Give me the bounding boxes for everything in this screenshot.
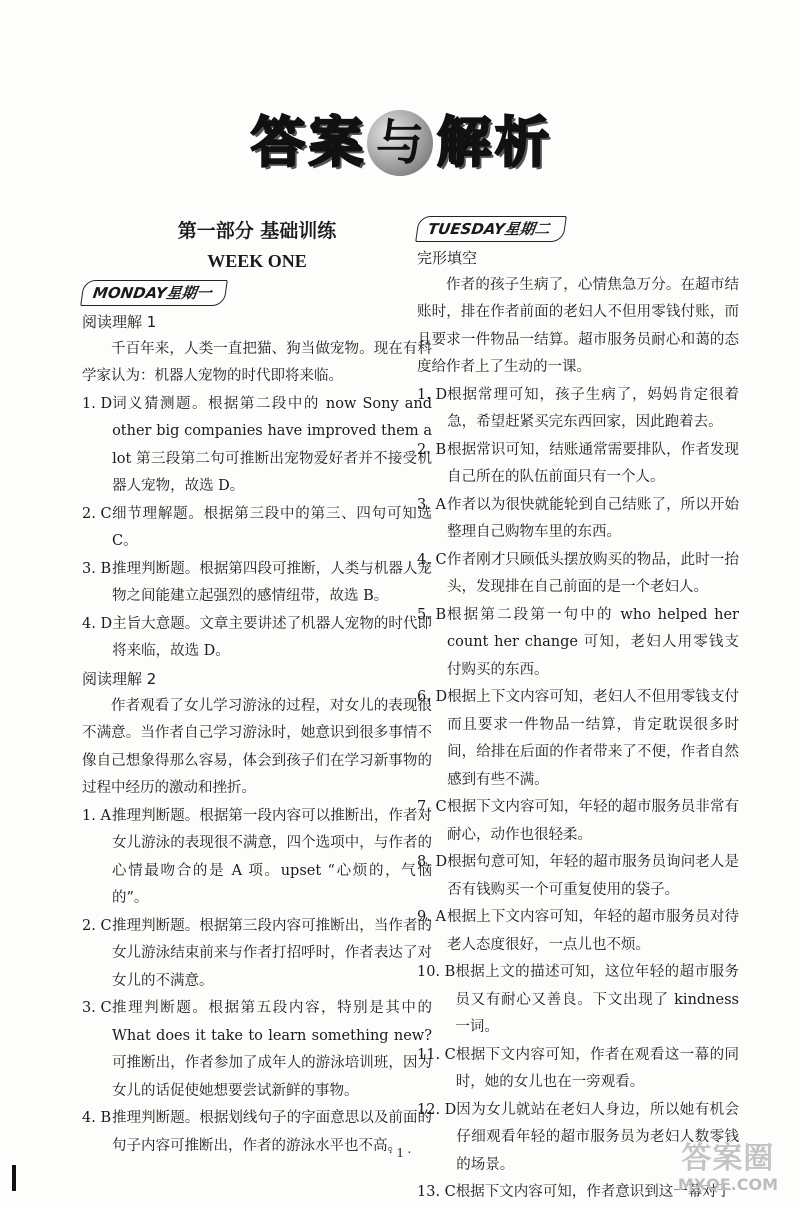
section-title: 阅读理解 2	[82, 669, 157, 688]
answer-number: 2. B	[417, 441, 447, 458]
answer-number: 11. C	[417, 1046, 456, 1063]
answer-explanation: 词义猜测题。根据第二段中的 now Sony and other big companies have improved them a lot 第三段第二句可推断出宠物爱好者并不接受机器人宠物，故选 D。	[112, 395, 432, 494]
answer-explanation: 根据下文内容可知，作者在观看这一幕的同时，她的女儿也在一旁观看。	[455, 1046, 739, 1090]
scan-mark	[12, 1165, 16, 1191]
answer-item	[82, 391, 432, 501]
answer-explanation: 根据句意可知，年轻的超市服务员询问老人是否有钱购买一个可重复使用的袋子。	[447, 854, 739, 898]
answer-number: 4. D	[82, 615, 113, 632]
answer-number: 1. D	[417, 386, 448, 403]
answer-item	[417, 849, 739, 904]
answer-number: 1. D	[82, 395, 113, 412]
answer-explanation: 根据常理可知，孩子生病了，妈妈肯定很着急，希望赶紧买完东西回家，因此跑着去。	[447, 386, 739, 430]
answer-number: 10. B	[417, 964, 456, 980]
answer-item	[417, 794, 739, 849]
answer-explanation: 作者刚才只顾低头摆放购买的物品，此时一抬头，发现排在自己前面的是一个老妇人。	[447, 551, 739, 595]
answer-explanation: 根据上下文内容可知，年轻的超市服务员对待老人态度很好，一点儿也不烦。	[447, 909, 739, 953]
section-intro: 千百年来，人类一直把猫、狗当做宠物。现在有科学家认为：机器人宠物的时代即将来临。	[82, 340, 432, 384]
site-watermark	[678, 1142, 778, 1194]
answer-item	[417, 547, 739, 602]
day-tag-tuesday: TUESDAY星期二	[415, 216, 566, 242]
section-intro: 作者观看了女儿学习游泳的过程，对女儿的表现很不满意。当作者自己学习游泳时，她意识到很多事情不像自己想象得那么容易，体会到孩子们在学习新事物的过程中经历的激动和挫折。	[82, 697, 432, 796]
answer-number: 4. C	[417, 551, 447, 568]
answer-item	[417, 382, 739, 437]
answer-item	[417, 492, 739, 547]
watermark-domain: MXQE.COM	[677, 1175, 778, 1194]
answer-explanation: 推理判断题。根据划线句子的字面意思以及前面的句子内容可推断出，作者的游泳水平也不高。	[112, 1110, 432, 1154]
answer-item	[82, 501, 432, 556]
answer-explanation: 根据常识可知，结账通常需要排队，作者发现自己所在的队伍前面只有一个人。	[447, 441, 739, 485]
answer-explanation: 推理判断题。根据第三段内容可推断出，当作者的女儿游泳结束前来与作者打招呼时，作者表达了对女儿的不满意。	[112, 917, 432, 989]
watermark-logo-text: 答案圈	[681, 1141, 775, 1176]
answer-item	[417, 437, 739, 492]
answer-explanation: 主旨大意题。文章主要讲述了机器人宠物的时代即将来临，故选 D。	[112, 615, 432, 659]
answer-explanation: 因为女儿就站在老妇人身边，所以她有机会仔细观看年轻的超市服务员为老妇人数零钱的场景。	[456, 1101, 739, 1173]
answer-explanation: 根据上下文内容可知，老妇人不但用零钱支付而且要求一件物品一结算，肯定耽误很多时间，给排在后面的作者带来了不便，作者自然感到有些不满。	[447, 689, 739, 788]
answer-number: 9. A	[417, 909, 446, 925]
answer-explanation: 根据下文内容可知，作者意识到这一幕对于	[455, 1184, 732, 1200]
answer-number: 7. C	[417, 799, 447, 815]
answer-item	[82, 913, 432, 996]
answer-item	[82, 995, 432, 1105]
answer-explanation: 根据第二段第一句中的 who helped her count her change 可知，老妇人用零钱支付购买的东西。	[447, 606, 739, 678]
answer-explanation: 根据下文内容可知，年轻的超市服务员非常有耐心，动作也很轻柔。	[447, 799, 739, 843]
answer-explanation: 细节理解题。根据第三段中的第三、四句可知选 C。	[112, 505, 432, 549]
answer-item	[82, 556, 432, 611]
section-title: 阅读理解 1	[82, 312, 157, 331]
answer-item	[417, 602, 739, 685]
week-title: WEEK ONE	[207, 251, 307, 271]
banner-char: 案	[309, 110, 363, 174]
banner-char-circled: 与	[367, 110, 433, 176]
answer-explanation: 推理判断题。根据第四段可推断，人类与机器人宠物之间能建立起强烈的感情纽带，故选 B。	[112, 560, 432, 604]
answer-number: 5. B	[417, 606, 447, 623]
right-column	[417, 212, 739, 1207]
page-number: · 1 ·	[388, 1146, 412, 1161]
day-tag-monday: MONDAY星期一	[80, 280, 228, 306]
answer-number: 12. D	[417, 1101, 457, 1118]
answer-number: 13. C	[417, 1184, 456, 1200]
answer-number: 2. C	[82, 505, 112, 522]
answer-number: 8. D	[417, 854, 448, 870]
answer-number: 3. A	[417, 496, 446, 513]
answer-number: 1. A	[82, 807, 111, 824]
answer-explanation: 作者以为很快就能轮到自己结账了，所以开始整理自己购物车里的东西。	[447, 496, 739, 540]
answer-explanation: 推理判断题。根据第一段内容可以推断出，作者对女儿游泳的表现很不满意，四个选项中，与作者的心情最吻合的是 A 项。upset “心烦的，气恼的”。	[112, 807, 432, 906]
section-title: 完形填空	[417, 248, 478, 267]
answer-item	[82, 611, 432, 666]
answer-number: 4. B	[82, 1110, 112, 1126]
section-intro: 作者的孩子生病了，心情焦急万分。在超市结账时，排在作者前面的老妇人不但用零钱付账，而且要求一件物品一结算。超市服务员耐心和蔼的态度给作者上了生动的一课。	[417, 276, 739, 375]
answer-number: 3. B	[82, 560, 112, 577]
banner-char: 解	[437, 110, 491, 174]
part-title: 第一部分 基础训练	[177, 220, 337, 242]
left-column	[82, 212, 432, 1160]
answer-number: 2. C	[82, 917, 112, 934]
banner-char: 析	[495, 110, 549, 174]
banner-char: 答	[251, 110, 305, 174]
answer-item	[417, 959, 739, 1042]
answer-item	[417, 684, 739, 794]
answer-item	[417, 904, 739, 959]
answer-item	[82, 803, 432, 913]
answer-explanation: 根据上文的描述可知，这位年轻的超市服务员又有耐心又善良。下文出现了 kindness 一词。	[455, 964, 739, 1035]
answer-banner	[235, 105, 565, 180]
answer-explanation: 推理判断题。根据第五段内容，特别是其中的 What does it take to learn something new? 可推断出，作者参加了成年人的游泳培训班，因为女儿的话促使她想要尝试新鲜的事物。	[112, 1000, 432, 1099]
answer-item	[417, 1042, 739, 1097]
answer-number: 6. D	[417, 689, 448, 705]
answer-number: 3. C	[82, 1000, 112, 1016]
